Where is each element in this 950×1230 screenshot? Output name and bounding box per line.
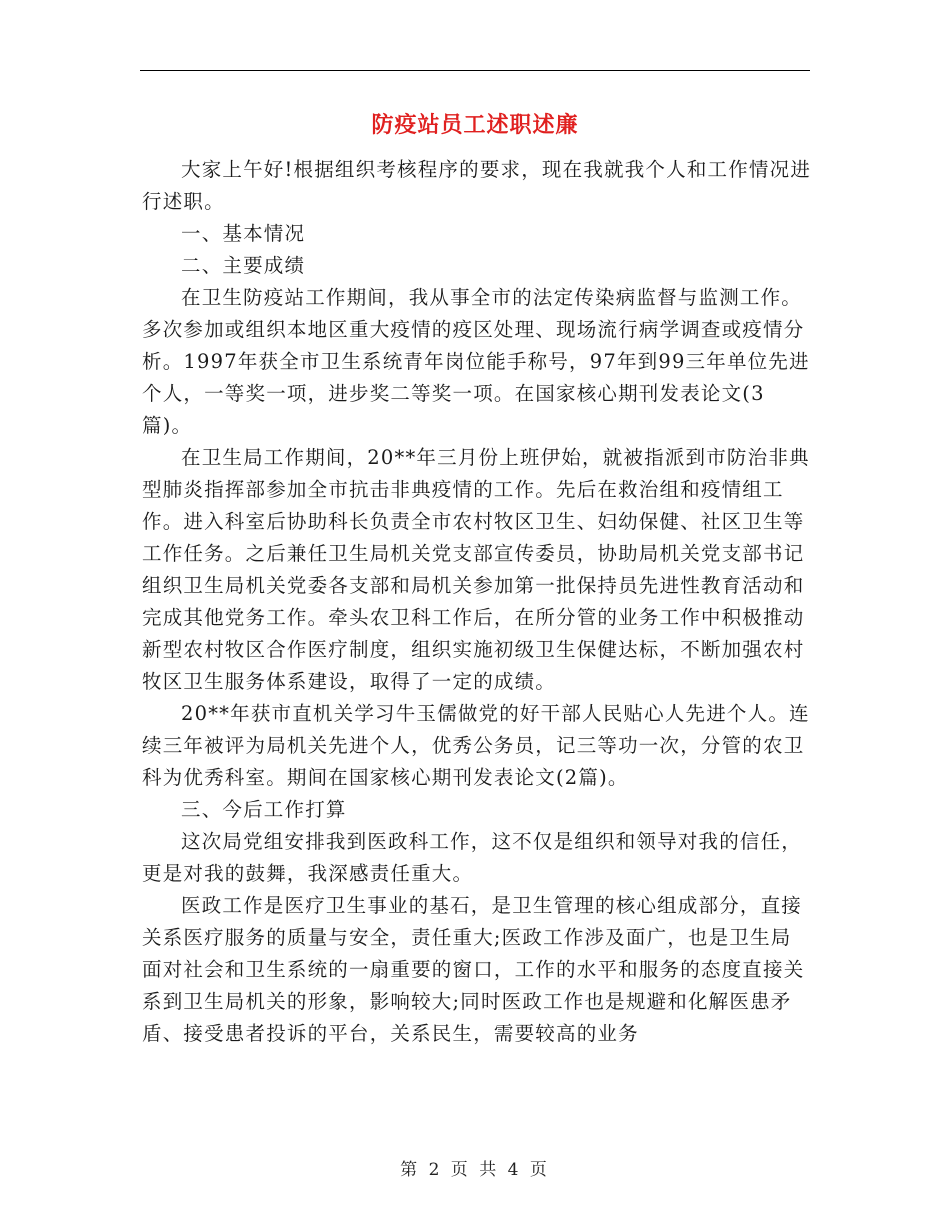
paragraph-awards: 20**年获市直机关学习牛玉儒做党的好干部人民贴心人先进个人。连续三年被评为局机关先进个人，优秀公务员，记三等功一次，分管的农卫科为优秀科室。期间在国家核心期刊发表论文(2篇)。 <box>142 702 810 789</box>
document-body <box>142 154 812 1050</box>
section-heading-basic: 一、基本情况 <box>181 222 306 245</box>
paragraph-health-bureau: 在卫生局工作期间，20**年三月份上班伊始，就被指派到市防治非典型肺炎指挥部参加全市抗击非典疫情的工作。先后在救治组和疫情组工作。进入科室后协助科长负责全市农村牧区卫生、妇幼保健、社区卫生等工作任务。之后兼任卫生局机关党支部宣传委员，协助局机关党支部书记组织卫生局机关党委各支部和局机关参加第一批保持员先进性教育活动和完成其他党务工作。牵头农卫科工作后，在所分管的业务工作中积极推动新型农村牧区合作医疗制度，组织实施初级卫生保健达标，不断加强农村牧区卫生服务体系建设，取得了一定的成绩。 <box>142 446 810 693</box>
section-heading-plans: 三、今后工作打算 <box>181 798 347 821</box>
document-title: 防疫站员工述职述廉 <box>371 112 579 138</box>
paragraph-new-assignment: 这次局党组安排我到医政科工作，这不仅是组织和领导对我的信任，更是对我的鼓舞，我深感责任重大。 <box>142 830 803 885</box>
paragraph-epidemic-station: 在卫生防疫站工作期间，我从事全市的法定传染病监督与监测工作。多次参加或组织本地区重大疫情的疫区处理、现场流行病学调查或疫情分析。1997年获全市卫生系统青年岗位能手称号，97年到99三年单位先进个人，一等奖一项，进步奖二等奖一项。在国家核心期刊发表论文(3篇)。 <box>142 286 810 437</box>
paragraph-medical-admin: 医政工作是医疗卫生事业的基石，是卫生管理的核心组成部分，直接关系医疗服务的质量与安全，责任重大;医政工作涉及面广，也是卫生局面对社会和卫生系统的一扇重要的窗口，工作的水平和服务的态度直接关系到卫生局机关的形象，影响较大;同时医政工作也是规避和化解医患矛盾、接受患者投诉的平台，关系民生，需要较高的业务 <box>142 894 805 1045</box>
header-rule <box>140 70 810 71</box>
page-number: 第 2 页 共 4 页 <box>400 1160 550 1180</box>
section-heading-achievements: 二、主要成绩 <box>181 254 306 277</box>
paragraph-greeting: 大家上午好!根据组织考核程序的要求，现在我就我个人和工作情况进行述职。 <box>142 158 812 213</box>
